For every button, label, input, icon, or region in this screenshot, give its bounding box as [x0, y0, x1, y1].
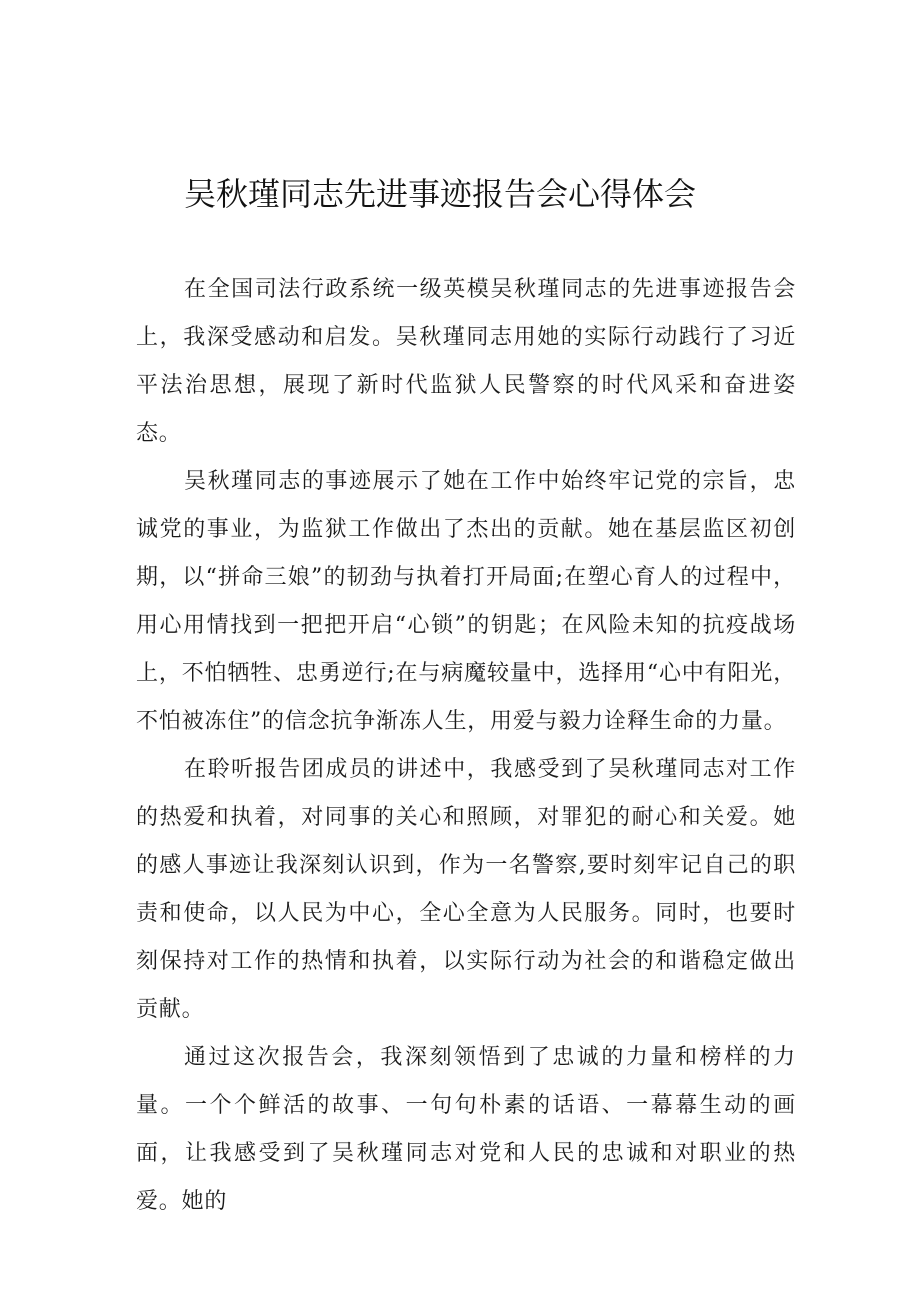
paragraph-4: 通过这次报告会，我深刻领悟到了忠诚的力量和榜样的力量。一个个鲜活的故事、一句句朴素的话语、一幕幕生动的画面，让我感受到了吴秋瑾同志对党和人民的忠诚和对职业的热爱。她的	[136, 1045, 796, 1214]
paragraph-3: 在聆听报告团成员的讲述中，我感受到了吴秋瑾同志对工作的热爱和执着，对同事的关心和照顾，对罪犯的耐心和关爱。她的感人事迹让我深刻认识到，作为一名警察,要时刻牢记自己的职责和使命，以人民为中心，全心全意为人民服务。同时，也要时刻保持对工作的热情和执着，以实际行动为社会的和谐稳定做出贡献。	[136, 757, 796, 1022]
document-title: 吴秋瑾同志先进事迹报告会心得体会	[183, 175, 696, 213]
paragraph-1: 在全国司法行政系统一级英模吴秋瑾同志的先进事迹报告会上，我深受感动和启发。吴秋瑾同志用她的实际行动践行了习近平法治思想，展现了新时代监狱人民警察的时代风采和奋进姿态。	[136, 277, 796, 446]
paragraph-2: 吴秋瑾同志的事迹展示了她在工作中始终牢记党的宗旨，忠诚党的事业，为监狱工作做出了杰出的贡献。她在基层监区初创期，以“拼命三娘”的韧劲与执着打开局面;在塑心育人的过程中，用心用情找到一把把开启“心锁”的钥匙；在风险未知的抗疫战场上，不怕牺牲、忠勇逆行;在与病魔较量中，选择用“心中有阳光，不怕被冻住”的信念抗争渐冻人生，用爱与毅力诠释生命的力量。	[136, 469, 796, 734]
document-body	[136, 266, 796, 1226]
